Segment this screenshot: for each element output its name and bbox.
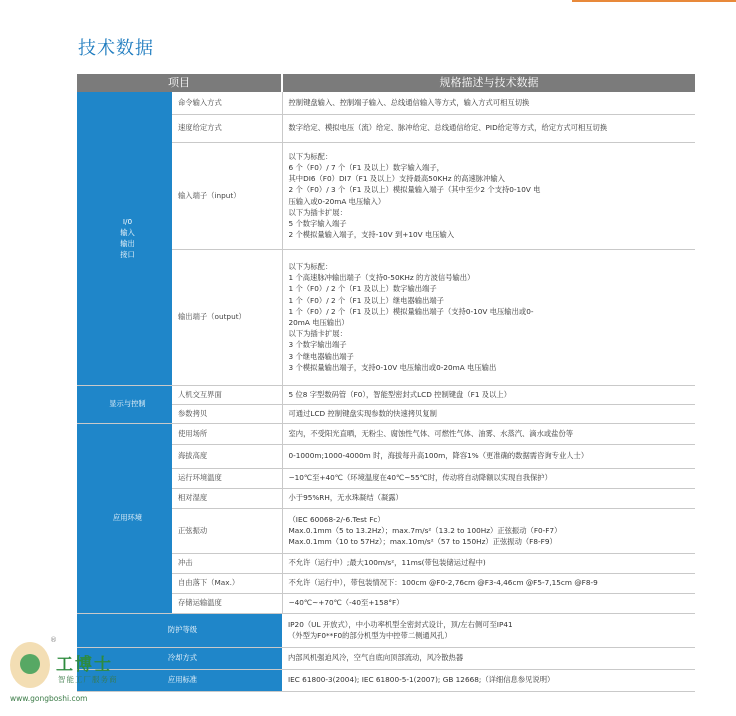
row-label: 输入端子（input） [172,142,282,249]
mascot-logo-icon [10,642,50,688]
row-desc: （IEC 60068-2/-6.Test Fc） Max.0.1mm（5 to 13.2Hz）；max.7m/s²（13.2 to 100Hz）正弦振动（F0-F7） Max.0.1mm（10 to 57Hz）；max.10m/s²（57 to 150Hz）正弦振动（F8-F9） [282,508,695,553]
top-accent-line [572,0,736,2]
category-protection: 防护等级 [77,613,282,647]
row-label: 使用场所 [172,423,282,444]
watermark [6,636,176,716]
spec-table [77,74,695,692]
row-label: 自由落下（Max.） [172,573,282,593]
row-desc: 可通过LCD 控制键盘实现参数的快速拷贝复制 [282,404,695,423]
row-desc: 室内，不受阳光直晒，无粉尘、腐蚀性气体、可燃性气体、油雾、水蒸汽、滴水或盐份等 [282,423,695,444]
category-cooling: 冷却方式 [77,647,282,669]
row-label: 运行环境温度 [172,468,282,488]
row-desc: IEC 61800-3(2004); IEC 61800-5-1(2007); GB 12668;（详细信息参见说明） [282,669,695,691]
header-item: 项目 [77,74,282,92]
table-header-row [77,74,695,92]
row-label: 参数拷贝 [172,404,282,423]
row-desc: IP20（UL 开放式），中小功率机型全密封式设计，顶/左右侧可至IP41 （外型为F0**F0的部分机型为中控带二侧通风孔） [282,613,695,647]
row-desc: 数字给定、模拟电压（流）给定、脉冲给定、总线通信给定、PID给定等方式，给定方式可相互切换 [282,114,695,142]
row-label: 海拔高度 [172,444,282,468]
category-io: I/0 输入 输出 接口 [77,92,172,385]
row-label: 输出端子（output） [172,249,282,385]
table-row [77,385,695,404]
row-label: 冲击 [172,553,282,573]
row-label: 命令输入方式 [172,92,282,114]
watermark-sub: 智能工厂服务商 [58,675,118,684]
row-desc: 以下为标配： 1 个高速脉冲输出端子（支持0-50KHz 的方波信号输出） 1 个（F0）/ 2 个（F1 及以上）数字输出端子 1 个（F0）/ 2 个（F1 及以上）继电器输出端子 1 个（F0）/ 2 个（F1 及以上）模拟量输出端子（支持0-10V 电压输出或0- 20mA 电压输出） 以下为插卡扩展： 3 个数字输出端子 3 个继电器输出端子 3 个模拟量输出端子，支持0-10V 电压输出或0-20mA 电压输出 [282,249,695,385]
table-row [77,92,695,114]
row-desc: 不允许（运行中），带包装情况下：100cm @F0-2,76cm @F3-4,46cm @F5-7,15cm @F8-9 [282,573,695,593]
header-spec: 规格描述与技术数据 [282,74,695,92]
row-label: 正弦振动 [172,508,282,553]
row-label: 人机交互界面 [172,385,282,404]
category-display: 显示与控制 [77,385,172,423]
registered-mark: ® [50,636,57,644]
watermark-url: www.gongboshi.com [10,694,88,703]
row-desc: 小于95%RH，无水珠凝结（凝露） [282,488,695,508]
row-desc: −40℃~+70℃（-40至+158°F） [282,593,695,613]
row-desc: 以下为标配： 6 个（F0）/ 7 个（F1 及以上）数字输入端子， 其中DI6（F0）DI7（F1 及以上）支持最高50KHz 的高速脉冲输入 2 个（F0）/ 3 个（F1 及以上）模拟量输入端子（其中至少2 个支持0-10V 电 压输入或0-20mA 电压输入） 以下为插卡扩展： 5 个数字输入端子 2 个模拟量输入端子，支持-10V 到+10V 电压输入 [282,142,695,249]
row-desc: 不允许（运行中）;最大100m/s²，11ms(带包装储运过程中) [282,553,695,573]
table-row [77,423,695,444]
category-env: 应用环境 [77,423,172,613]
row-desc: 0-1000m;1000-4000m 时，海拔每升高100m，降容1%（更准确的数据需咨询专业人士） [282,444,695,468]
page-title: 技术数据 [78,38,154,59]
watermark-name: 工博士 [56,655,113,675]
row-desc: 5 位8 字型数码管（F0），智能型密封式LCD 控制键盘（F1 及以上） [282,385,695,404]
row-desc: 控制键盘输入、控制端子输入、总线通信输入等方式，输入方式可相互切换 [282,92,695,114]
row-label: 相对湿度 [172,488,282,508]
row-desc: 内部风机强迫风冷，空气自底向顶部流动，风冷散热器 [282,647,695,669]
row-label: 速度给定方式 [172,114,282,142]
category-standard: 应用标准 [77,669,282,691]
row-desc: −10℃至+40℃（环境温度在40℃~55℃时，传动将自动降额以实现自我保护） [282,468,695,488]
row-label: 存储运输温度 [172,593,282,613]
